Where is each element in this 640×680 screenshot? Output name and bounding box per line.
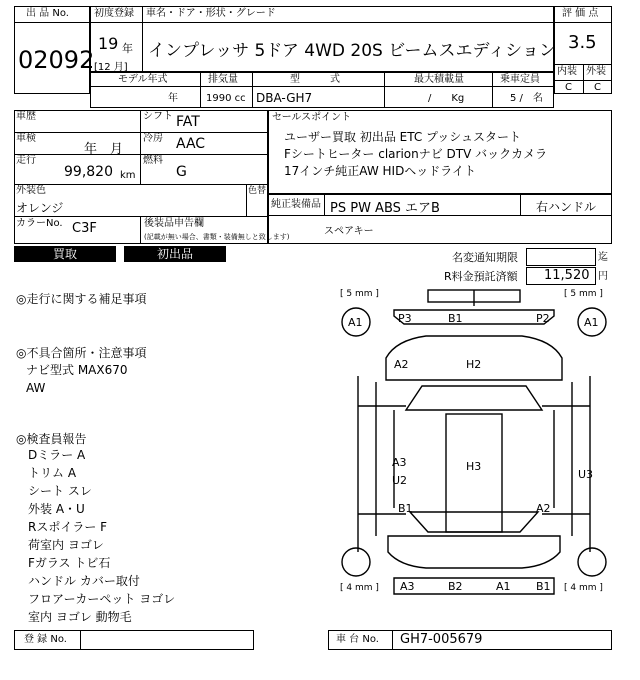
exterior-color-label: 外装色 [16,185,46,196]
inspector-line: 荷室内 ヨゴレ [28,538,104,552]
damage-mark: A2 [536,502,551,515]
tread-front-left: [ 5 mm ] [340,289,379,299]
recycle-value: 11,520 [544,268,590,283]
fuel-value: G [176,164,187,180]
tread-rear-right: [ 4 mm ] [564,583,603,593]
car-name-label: 車名・ドア・形状・グレード [146,8,276,19]
color-replace-label: 色替 [248,186,267,196]
equipment-value: PS PW ABS エアB [330,201,440,216]
chassis-label: 車 台 No. [336,634,379,645]
lot-number: 02092 [18,46,95,74]
mileage-label: 走行 [16,155,36,166]
tread-front-right: [ 5 mm ] [564,289,603,299]
damage-mark: P3 [398,312,412,325]
sales-point-line-2: Fシートヒーター clarionナビ DTV バックカメラ [284,147,548,161]
post-equip-label: 後装品申告欄 [144,218,204,229]
inspector-line: Rスポイラー F [28,520,108,534]
capacity-label: 乗車定員 [500,74,540,85]
damage-mark: B1 [448,312,463,325]
max-load-label: 最大積載量 [414,74,464,85]
name-change-field [526,248,596,266]
damage-mark: A1 [348,316,363,329]
damage-mark: U3 [578,468,594,481]
model-year-unit: 年 [168,93,178,104]
ac-value: AAC [176,136,206,152]
damage-mark: A3 [400,580,415,593]
exterior-label: 外装 [586,66,606,77]
first-reg-year-unit: 年 [122,42,133,55]
chassis-value: GH7-005679 [400,632,483,647]
damage-mark: A2 [394,358,409,371]
model-year-label: モデル年式 [118,74,168,85]
mileage-value: 99,820 [64,164,113,180]
tread-rear-left: [ 4 mm ] [340,583,379,593]
exterior-color-value: オレンジ [16,201,64,215]
sales-point-line-1: ユーザー買取 初出品 ETC プッシュスタート [284,130,521,144]
post-equip-box [268,216,612,244]
first-listing-button[interactable]: 初出品 [124,246,226,262]
color-no-label: カラーNo. [16,218,63,229]
ac-label: 冷房 [143,133,163,144]
inspector-line: Dミラー A [28,448,86,462]
displacement-value: 1990 cc [206,93,246,104]
equipment-label: 純正装備品 [271,199,321,210]
type-value: DBA-GH7 [256,91,313,105]
reg-no-label: 登 録 No. [24,634,67,645]
name-change-unit: 迄 [598,252,608,263]
sales-point-line-3: 17インチ純正AW HIDヘッドライト [284,164,476,178]
inspector-line: シート スレ [28,484,92,498]
interior-grade: C [565,82,572,93]
defect-line: AW [26,381,46,395]
first-reg-label: 初度登録 [94,8,134,19]
damage-mark: B1 [398,502,413,515]
mileage-unit: km [120,170,136,181]
interior-label: 内装 [557,66,577,77]
inspector-line: 外装 A・U [28,502,85,516]
inspection-value: 年 月 [84,142,124,157]
fuel-label: 燃料 [143,155,163,166]
recycle-label: R料金預託済額 [444,270,518,283]
inspector-line: 室内 ヨゴレ 動物毛 [28,610,132,624]
damage-mark: H2 [466,358,482,371]
damage-mark: B1 [536,580,551,593]
type-label: 型 式 [290,74,340,85]
rating-label: 評 価 点 [562,8,599,19]
name-change-label: 名変通知期限 [452,251,518,264]
damage-mark: A3 [392,456,407,469]
capacity-value: 5 / 名 [510,93,543,104]
damage-mark: A1 [496,580,511,593]
inspection-label: 車検 [16,133,36,144]
damage-mark: U2 [392,474,408,487]
lot-label: 出 品 No. [26,8,69,19]
damage-mark: P2 [536,312,550,325]
inspector-line: トリム A [28,466,77,480]
rating-value: 3.5 [568,32,597,53]
defects-title: ◎不具合箇所・注意事項 [16,346,147,360]
displacement-label: 排気量 [208,74,238,85]
damage-mark: A1 [584,316,599,329]
inspector-line: ハンドル カバー取付 [28,574,140,588]
post-equip-value: スペアキー [324,226,374,237]
history-label: 車歴 [16,111,36,122]
damage-mark: B2 [448,580,463,593]
shift-label: シフト [143,111,173,122]
max-load-value: / Kg [428,93,465,104]
handle-value: 右ハンドル [536,200,597,214]
car-damage-diagram [336,286,612,604]
driving-title: ◎走行に関する補足事項 [16,292,147,306]
inspector-line: Fガラス トビ石 [28,556,111,570]
exterior-grade: C [594,82,601,93]
post-equip-note: (記載が無い場合、書類・装備無しと致します) [144,233,290,241]
inspector-title: ◎検査員報告 [16,432,87,446]
car-name: インプレッサ 5ドア 4WD 20S ビームスエディション [148,41,556,61]
purchase-button[interactable]: 買取 [14,246,116,262]
recycle-unit: 円 [598,271,608,282]
sales-point-label: セールスポイント [272,112,352,123]
first-reg-month: [12 月] [94,62,128,73]
shift-value: FAT [176,114,200,130]
first-reg-year: 19 [98,34,119,53]
color-no-value: C3F [72,221,97,236]
damage-mark: H3 [466,460,482,473]
defect-line: ナビ型式 MAX670 [26,363,128,377]
inspector-line: フロアーカーペット ヨゴレ [28,592,176,606]
